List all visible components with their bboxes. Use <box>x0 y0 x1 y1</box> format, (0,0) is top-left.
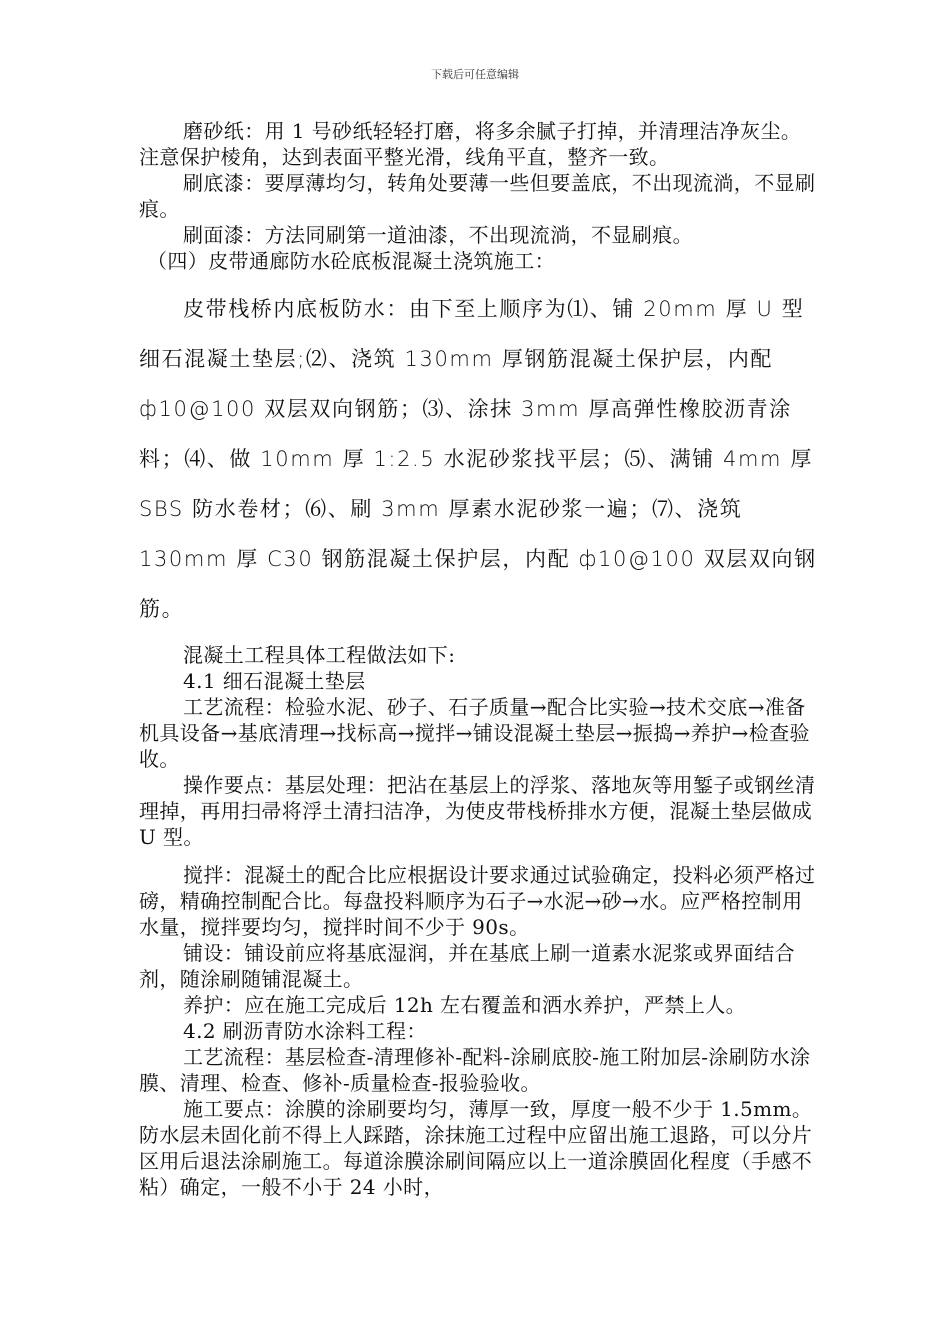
document-body <box>139 118 819 1200</box>
heading-4-2: 4.2 刷沥青防水涂料工程： <box>183 1019 427 1043</box>
paragraph-curing: 养护：应在施工完成后 12h 左右覆盖和洒水养护，严禁上人。 <box>183 993 747 1017</box>
paragraph-construction-points: 施工要点：涂膜的涂刷要均匀，薄厚一致，厚度一般不少于 1.5mm。防水层未固化前不得上人踩踏，涂抹施工过程中应留出施工退路，可以分片区用后退法涂刷施工。每道涂膜涂刷间隔应以上一道涂膜固化程度（手感不粘）确定，一般不小于 24 小时， <box>139 1097 813 1199</box>
paragraph-sanding: 磨砂纸：用 1 号砂纸轻轻打磨，将多余腻子打掉，并清理洁净灰尘。注意保护棱角，达到表面平整光滑，线角平直，整齐一致。 <box>139 119 802 169</box>
page-header: 下载后可任意编辑 <box>431 68 519 81</box>
paragraph-operation-points: 操作要点：基层处理：把沾在基层上的浮浆、落地灰等用錾子或钢丝清理掉，再用扫帚将浮土清扫洁净，为使皮带栈桥排水方便，混凝土垫层做成 U 型。 <box>139 773 816 849</box>
paragraph-concrete-intro: 混凝土工程具体工程做法如下: <box>183 643 456 667</box>
section-heading-4: （四）皮带通廊防水砼底板混凝土浇筑施工： <box>147 249 555 273</box>
paragraph-primer: 刷底漆：要厚薄均匀，转角处要薄一些但要盖底，不出现流淌，不显刷痕。 <box>139 171 816 221</box>
paragraph-topcoat: 刷面漆：方法同刷第一道油漆，不出现流淌，不显刷痕。 <box>183 223 693 247</box>
paragraph-process-flow-2: 工艺流程：基层检查-清理修补-配料-涂刷底胶-施工附加层-涂刷防水涂膜、清理、检查、修补-质量检查-报验验收。 <box>139 1045 811 1095</box>
heading-4-1: 4.1 细石混凝土垫层 <box>183 669 366 693</box>
paragraph-mixing: 搅拌：混凝土的配合比应根据设计要求通过试验确定，投料必须严格过磅，精确控制配合比。每盘投料顺序为石子→水泥→砂→水。应严格控制用水量，搅拌要均匀，搅拌时间不少于 90s。 <box>139 863 816 939</box>
paragraph-floor-waterproofing: 皮带栈桥内底板防水：由下至上顺序为⑴、铺 20mm 厚 U 型细石混凝土垫层;⑵、浇筑 130mm 厚钢筋混凝土保护层，内配 ф10@100 双层双向钢筋；⑶、涂抹 3mm 厚高弹性橡胶沥青涂料；⑷、做 10mm 厚 1:2.5 水泥砂浆找平层；⑸、满铺 4mm 厚 SBS 防水卷材；⑹、刷 3mm 厚素水泥砂浆一遍；⑺、浇筑 130mm 厚 C30 钢筋混凝土保护层，内配 ф10@100 双层双向钢筋。 <box>139 297 817 621</box>
paragraph-laying: 铺设：铺设前应将基底湿润，并在基底上刷一道素水泥浆或界面结合剂，随涂刷随铺混凝土。 <box>139 941 795 991</box>
paragraph-process-flow-1: 工艺流程：检验水泥、砂子、石子质量→配合比实验→技术交底→准备机具设备→基底清理→找标高→搅拌→铺设混凝土垫层→振捣→养护→检查验收。 <box>139 695 810 771</box>
